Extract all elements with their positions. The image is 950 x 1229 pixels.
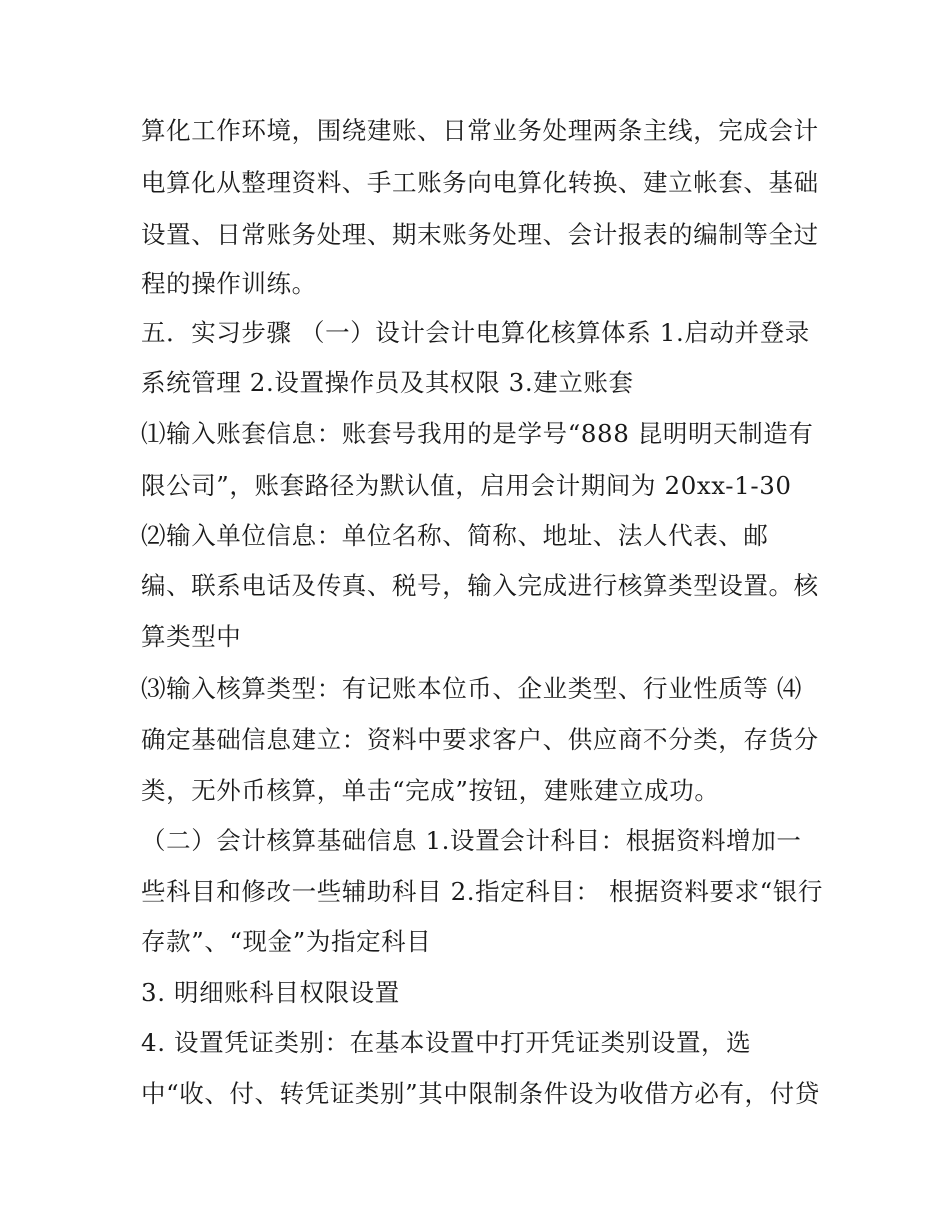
- text-line: 算类型中: [141, 622, 242, 651]
- text-line: 些科目和修改一些辅助科目 2.指定科目： 根据资料要求“银行: [141, 877, 823, 906]
- text-line: 电算化从整理资料、手工账务向电算化转换、建立帐套、基础: [141, 168, 819, 197]
- text-line: 中“收、付、转凭证类别”其中限制条件设为收借方必有，付贷: [141, 1079, 820, 1108]
- text-line: ⑵输入单位信息：单位名称、简称、地址、法人代表、邮: [141, 521, 769, 550]
- text-line: 确定基础信息建立：资料中要求客户、供应商不分类，存货分: [141, 725, 819, 754]
- text-line: 限公司”，账套路径为默认值，启用会计期间为 20xx-1-30: [141, 471, 792, 500]
- text-line: 类，无外币核算，单击“完成”按钮，建账建立成功。: [141, 776, 720, 805]
- text-line: ⑶输入核算类型：有记账本位币、企业类型、行业性质等 ⑷: [141, 674, 802, 703]
- text-line: 算化工作环境，围绕建账、日常业务处理两条主线，完成会计: [141, 116, 819, 145]
- section-heading-line: 五．实习步骤 （一）设计会计电算化核算体系 1.启动并登录: [141, 318, 810, 347]
- section-heading-line: （二）会计核算基础信息 1.设置会计科目：根据资料增加一: [141, 826, 802, 855]
- text-line: 存款”、“现金”为指定科目: [141, 927, 432, 956]
- text-line: 4. 设置凭证类别：在基本设置中打开凭证类别设置，选: [141, 1028, 752, 1057]
- text-line: 编、联系电话及传真、税号，输入完成进行核算类型设置。核: [141, 571, 819, 600]
- text-line: 系统管理 2.设置操作员及其权限 3.建立账套: [141, 368, 634, 397]
- text-line: 程的操作训练。: [141, 269, 317, 298]
- text-line: 设置、日常账务处理、期末账务处理、会计报表的编制等全过: [141, 220, 819, 249]
- text-line: ⑴输入账套信息：账套号我用的是学号“888 昆明明天制造有: [141, 419, 814, 448]
- text-line: 3. 明细账科目权限设置: [141, 978, 400, 1007]
